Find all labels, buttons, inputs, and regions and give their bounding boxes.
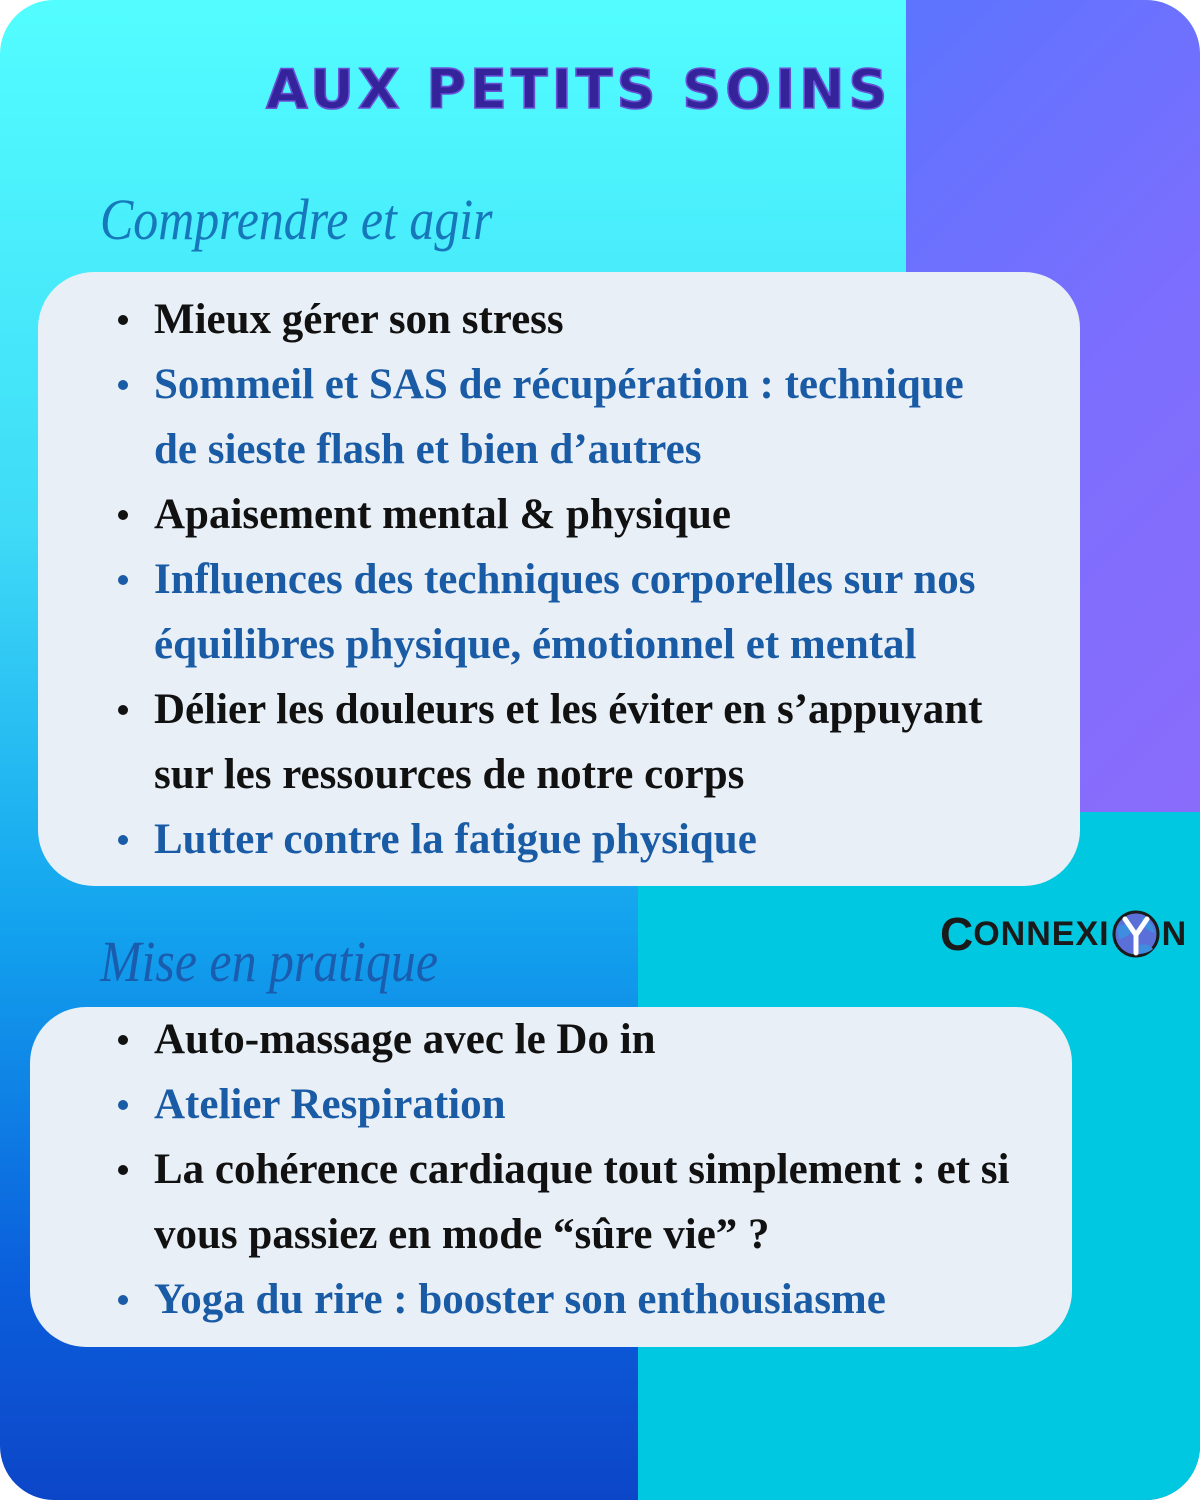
list-pratique: [30, 1007, 1072, 1332]
globe-y-icon: [1111, 909, 1161, 959]
connexion-logo: [940, 906, 1187, 962]
card-comprendre: [38, 272, 1080, 886]
list-comprendre: [38, 272, 1080, 872]
list-item: Influences des techniques corporelles sur nos équilibres physique, émotionnel et mental: [118, 547, 1000, 677]
page-title: AUX PETITS SOINS: [266, 58, 892, 121]
logo-last-letter: N: [1161, 915, 1188, 953]
list-item: Atelier Respiration: [118, 1072, 1017, 1137]
section-heading-comprendre: Comprendre et agir: [100, 187, 493, 252]
list-item: Auto-massage avec le Do in: [118, 1007, 1017, 1072]
list-item: Lutter contre la fatigue physique: [118, 807, 1000, 872]
list-item: La cohérence cardiaque tout simplement : et si vous passiez en mode “sûre vie” ?: [118, 1137, 1017, 1267]
logo-middle-text: ONNEXI: [973, 915, 1110, 953]
list-item: Apaisement mental & physique: [118, 482, 1000, 547]
list-item: Délier les douleurs et les éviter en s’appuyant sur les ressources de notre corps: [118, 677, 1000, 807]
list-item: Mieux gérer son stress: [118, 287, 1000, 352]
list-item: Yoga du rire : booster son enthousiasme: [118, 1267, 1017, 1332]
logo-first-letter: C: [940, 908, 974, 960]
section-heading-pratique: Mise en pratique: [100, 929, 439, 994]
card-pratique: [30, 1007, 1072, 1347]
list-item: Sommeil et SAS de récupération : technique de sieste flash et bien d’autres: [118, 352, 1000, 482]
